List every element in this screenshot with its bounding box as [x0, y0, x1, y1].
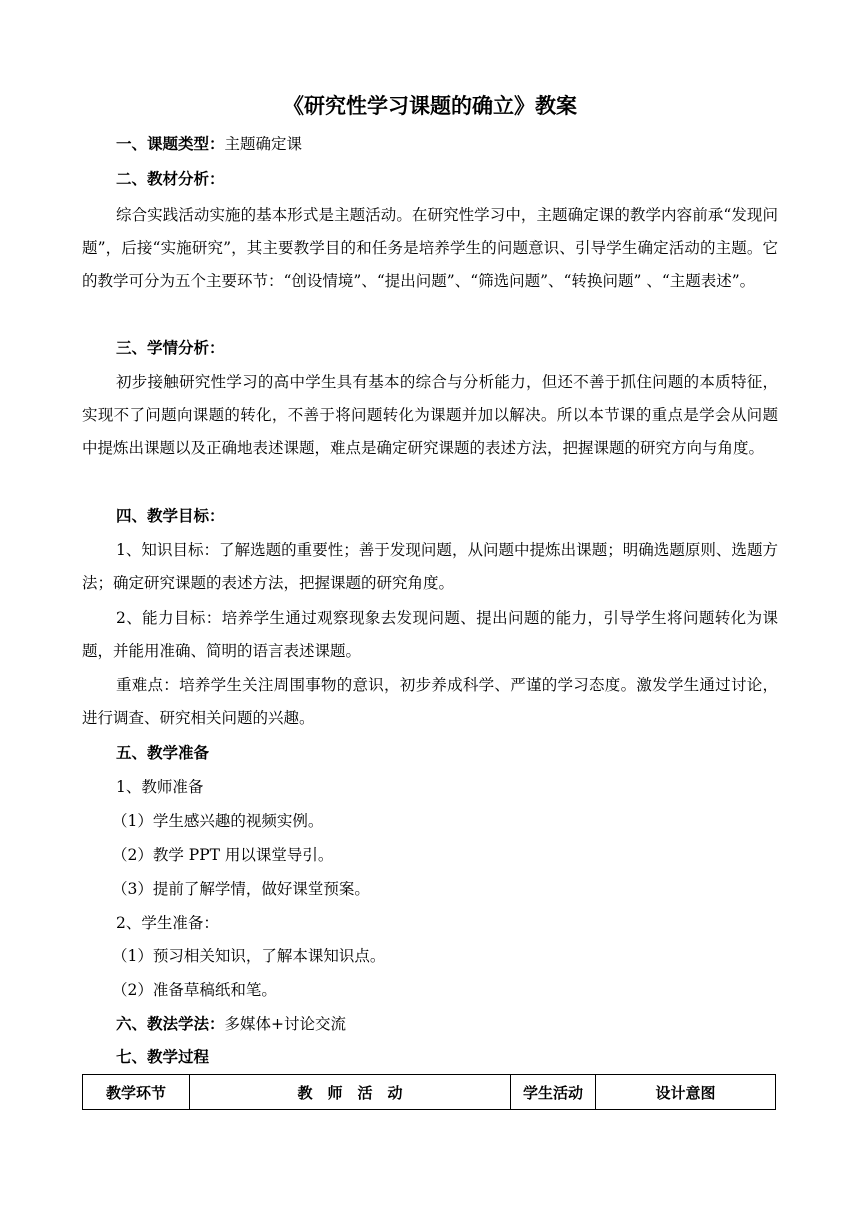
section-5-heading: 五、教学准备	[116, 744, 210, 762]
header-cell-student-activity: 学生活动	[511, 1075, 596, 1110]
document-title: 《研究性学习课题的确立》教案	[283, 94, 577, 118]
teacher-prep-heading: 1、教师准备	[116, 778, 204, 796]
teaching-process-table	[82, 1074, 776, 1110]
section-1-heading: 一、课题类型：	[116, 135, 225, 153]
section-1	[116, 134, 302, 154]
teacher-prep-item-3: （3）提前了解学情，做好课堂预案。	[112, 880, 370, 898]
header-cell-stage: 教学环节	[83, 1075, 190, 1110]
objective-ability: 2、能力目标：培养学生通过观察现象去发现问题、提出问题的能力，引导学生将问题转化为课题，并能用准确、简明的语言表述课题。	[82, 609, 778, 660]
objective-knowledge: 1、知识目标：了解选题的重要性；善于发现问题，从问题中提炼出课题；明确选题原则、选题方法；确定研究课题的表述方法，把握课题的研究角度。	[82, 541, 778, 592]
teacher-prep-item-1: （1）学生感兴趣的视频实例。	[112, 812, 324, 830]
section-7-heading: 七、教学过程	[116, 1048, 210, 1066]
section-1-text: 主题确定课	[224, 135, 303, 153]
section-4-heading: 四、教学目标：	[116, 507, 225, 525]
key-difficulties: 重难点：培养学生关注周围事物的意识，初步养成科学、严谨的学习态度。激发学生通过讨论，进行调查、研究相关问题的兴趣。	[82, 676, 778, 727]
student-prep-item-2: （2）准备草稿纸和笔。	[112, 981, 277, 999]
section-6-text: 多媒体+讨论交流	[224, 1015, 347, 1033]
section-3-heading: 三、学情分析：	[116, 339, 225, 357]
section-3-paragraph: 初步接触研究性学习的高中学生具有基本的综合与分析能力，但还不善于抓住问题的本质特征，实现不了问题向课题的转化，不善于将问题转化为课题并加以解决。所以本节课的重点是学会从问题中提炼出课题以及正确地表述课题，难点是确定研究课题的表述方法，把握课题的研究方向与角度。	[82, 373, 778, 457]
student-prep-item-1: （1）预习相关知识，了解本课知识点。	[112, 947, 386, 965]
table-header-row	[83, 1075, 776, 1110]
section-6-heading: 六、教法学法：	[116, 1015, 225, 1033]
section-2-heading: 二、教材分析：	[116, 170, 225, 188]
student-prep-heading: 2、学生准备：	[116, 914, 219, 932]
teacher-prep-item-2: （2）教学 PPT 用以课堂导引。	[112, 846, 334, 864]
section-6	[116, 1014, 346, 1034]
header-cell-design-intent: 设计意图	[596, 1075, 776, 1110]
section-2-paragraph: 综合实践活动实施的基本形式是主题活动。在研究性学习中，主题确定课的教学内容前承“发现问题”，后接“实施研究”，其主要教学目的和任务是培养学生的问题意识、引导学生确定活动的主题。它的教学可分为五个主要环节：“创设情境”、“提出问题”、“筛选问题”、“转换问题” 、“主题表述”。	[82, 206, 778, 290]
header-cell-teacher-activity: 教 师 活 动	[190, 1075, 511, 1110]
